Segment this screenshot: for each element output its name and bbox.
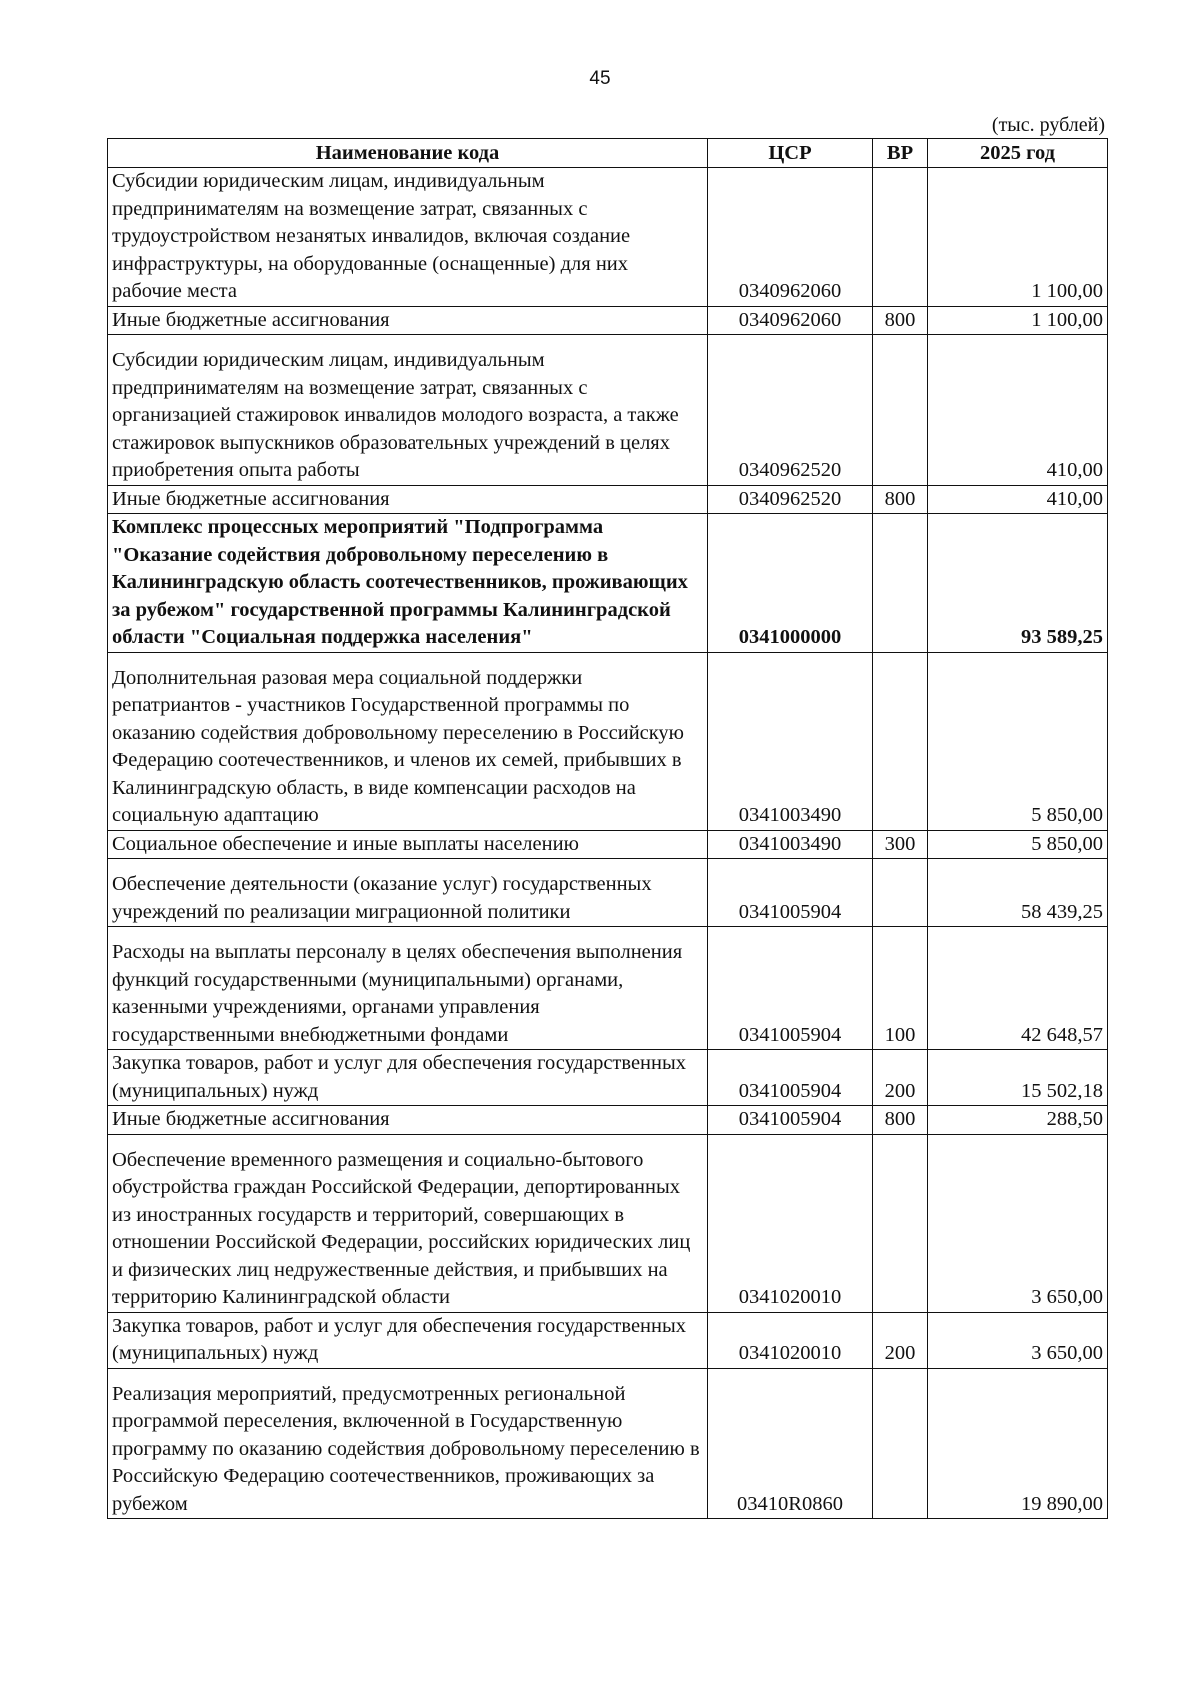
row-sum: 5 850,00 — [928, 830, 1108, 859]
row-name: Расходы на выплаты персоналу в целях обеспечения выполнения функций государственными (муниципальными) органами, казенными учреждениями, органами управления государственными внебюджетными фондами — [108, 927, 708, 1050]
row-sum: 410,00 — [928, 335, 1108, 486]
row-vr: 100 — [873, 927, 928, 1050]
table-header-row — [108, 139, 1108, 168]
table-row — [108, 514, 1108, 653]
header-csr: ЦСР — [708, 139, 873, 168]
row-name: Закупка товаров, работ и услуг для обеспечения государственных (муниципальных) нужд — [108, 1050, 708, 1106]
row-vr: 800 — [873, 306, 928, 335]
row-name: Обеспечение временного размещения и социально-бытового обустройства граждан Российской Федерации, депортированных из иностранных государств и территорий, совершающих в отношении Российской Федерации, российских юридических лиц и физических лиц недружественные действия, и прибывших на территорию Калининградской области — [108, 1134, 708, 1312]
table-row — [108, 168, 1108, 307]
row-csr: 0340962520 — [708, 335, 873, 486]
row-vr: 800 — [873, 485, 928, 514]
row-name: Субсидии юридическим лицам, индивидуальным предпринимателям на возмещение затрат, связанных с организацией стажировок инвалидов молодого возраста, а также стажировок выпускников образовательных учреждений в целях приобретения опыта работы — [108, 335, 708, 486]
row-csr: 0341020010 — [708, 1312, 873, 1368]
page-number: 45 — [589, 68, 611, 89]
row-csr: 0341003490 — [708, 830, 873, 859]
row-csr: 0341020010 — [708, 1134, 873, 1312]
row-name: Иные бюджетные ассигнования — [108, 485, 708, 514]
row-sum: 19 890,00 — [928, 1368, 1108, 1519]
row-sum: 42 648,57 — [928, 927, 1108, 1050]
row-name: Иные бюджетные ассигнования — [108, 306, 708, 335]
row-name: Социальное обеспечение и иные выплаты населению — [108, 830, 708, 859]
row-name: Субсидии юридическим лицам, индивидуальным предпринимателям на возмещение затрат, связанных с трудоустройством незанятых инвалидов, включая создание инфраструктуры, на оборудованные (оснащенные) для них рабочие места — [108, 168, 708, 307]
row-csr: 0340962060 — [708, 306, 873, 335]
row-name: Дополнительная разовая мера социальной поддержки репатриантов - участников Государственной программы по оказанию содействия добровольному переселению в Российскую Федерацию соотечественников, и членов их семей, прибывших в Калининградскую область, в виде компенсации расходов на социальную адаптацию — [108, 652, 708, 830]
row-vr: 800 — [873, 1106, 928, 1135]
row-sum: 5 850,00 — [928, 652, 1108, 830]
table-row — [108, 652, 1108, 830]
row-name: Комплекс процессных мероприятий "Подпрограмма "Оказание содействия добровольному переселению в Калининградскую область соотечественников, проживающих за рубежом" государственной программы Калининградской области "Социальная поддержка населения" — [108, 514, 708, 653]
units-label: (тыс. рублей) — [991, 114, 1105, 136]
table-row — [108, 1368, 1108, 1519]
row-vr: 200 — [873, 1050, 928, 1106]
budget-table — [107, 138, 1108, 1519]
row-csr: 0341003490 — [708, 652, 873, 830]
table-row — [108, 1106, 1108, 1135]
row-vr — [873, 1134, 928, 1312]
row-csr: 0340962520 — [708, 485, 873, 514]
header-sum: 2025 год — [928, 139, 1108, 168]
row-sum: 1 100,00 — [928, 168, 1108, 307]
row-sum: 58 439,25 — [928, 859, 1108, 927]
row-vr — [873, 335, 928, 486]
row-sum: 288,50 — [928, 1106, 1108, 1135]
row-sum: 1 100,00 — [928, 306, 1108, 335]
row-vr — [873, 514, 928, 653]
row-csr: 0341000000 — [708, 514, 873, 653]
table-row — [108, 335, 1108, 486]
header-name: Наименование кода — [108, 139, 708, 168]
table-row — [108, 485, 1108, 514]
table-row — [108, 1134, 1108, 1312]
header-vr: ВР — [873, 139, 928, 168]
row-csr: 03410R0860 — [708, 1368, 873, 1519]
row-sum: 410,00 — [928, 485, 1108, 514]
row-csr: 0341005904 — [708, 859, 873, 927]
row-vr: 200 — [873, 1312, 928, 1368]
row-vr — [873, 1368, 928, 1519]
row-name: Реализация мероприятий, предусмотренных региональной программой переселения, включенной в Государственную программу по оказанию содействия добровольному переселению в Российскую Федерацию соотечественников, проживающих за рубежом — [108, 1368, 708, 1519]
row-csr: 0341005904 — [708, 927, 873, 1050]
row-vr — [873, 652, 928, 830]
table-row — [108, 1312, 1108, 1368]
table-row — [108, 306, 1108, 335]
row-vr: 300 — [873, 830, 928, 859]
row-name: Закупка товаров, работ и услуг для обеспечения государственных (муниципальных) нужд — [108, 1312, 708, 1368]
row-csr: 0341005904 — [708, 1106, 873, 1135]
table-row — [108, 859, 1108, 927]
table-row — [108, 830, 1108, 859]
row-sum: 15 502,18 — [928, 1050, 1108, 1106]
table-row — [108, 1050, 1108, 1106]
row-vr — [873, 168, 928, 307]
row-name: Иные бюджетные ассигнования — [108, 1106, 708, 1135]
table-row — [108, 927, 1108, 1050]
row-vr — [873, 859, 928, 927]
row-csr: 0341005904 — [708, 1050, 873, 1106]
row-name: Обеспечение деятельности (оказание услуг) государственных учреждений по реализации миграционной политики — [108, 859, 708, 927]
row-csr: 0340962060 — [708, 168, 873, 307]
row-sum: 3 650,00 — [928, 1312, 1108, 1368]
row-sum: 93 589,25 — [928, 514, 1108, 653]
row-sum: 3 650,00 — [928, 1134, 1108, 1312]
